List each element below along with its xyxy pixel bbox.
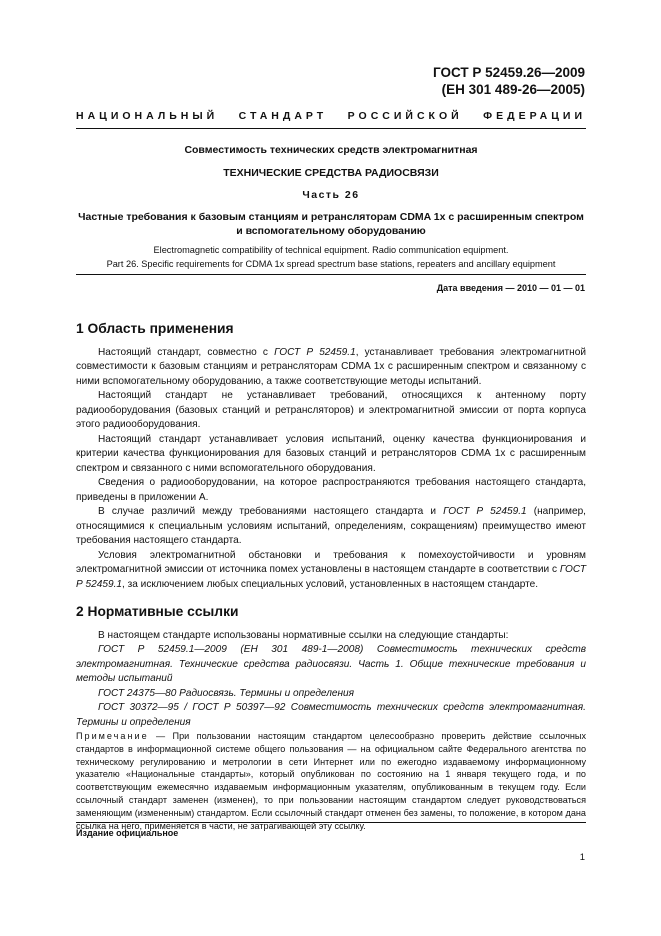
normative-reference: ГОСТ 30372—95 / ГОСТ Р 50397—92 Совместимость технических средств электромагнитная. Термины и определения (76, 702, 586, 728)
note-text: — При пользовании настоящим стандартом целесообразно проверить действие ссылочных стандартов в информационной системе общего пользования — на официальном сайте Федерального агентства по техническому регулированию и метрологии в сети Интернет или по ежегодно издаваемому информационному указателю «Национальные стандарты», который опубликован по состоянию на 1 января текущего года, и по соответствующим ежемесячно издаваемым информационным указателям, опубликованным в текущем году. Если ссылочный стандарт заменен (изменен), то при пользовании настоящим стандартом следует руководствоваться заменяющим (измененным) стандартом. Если ссылочный стандарт отменен без замены, то положение, в котором дана ссылка на него, применяется в части, не затрагивающей эту ссылку. (76, 731, 586, 831)
standard-reference: ГОСТ Р 52459.1 (274, 346, 356, 358)
text: , устанавливает требования электромагнитной совместимости к базовым станциям и ретрансляторам CDMA 1х с расширенным спектром и связанному с ними вспомогательному оборудованию, а также соответствующие методы испытаний. (76, 346, 586, 387)
section1-paragraph: Сведения о радиооборудовании, на которое распространяются требования настоящего стандарта, приведены в приложении А. (76, 477, 586, 503)
title-en-line1: Electromagnetic compatibility of technical equipment. Radio communication equipment. (153, 245, 509, 255)
normative-reference: ГОСТ 24375—80 Радиосвязь. Термины и определения (98, 687, 355, 699)
document-body (76, 322, 586, 832)
standard-reference: ГОСТ Р 52459.1 (443, 506, 527, 517)
standard-number: ГОСТ Р 52459.26—2009 (433, 65, 585, 80)
title-main: ТЕХНИЧЕСКИЕ СРЕДСТВА РАДИОСВЯЗИ (223, 167, 439, 179)
footer-rule (76, 822, 586, 823)
title-part: Часть 26 (302, 189, 360, 201)
section2-heading: 2 Нормативные ссылки (76, 604, 239, 619)
section2-paragraph: В настоящем стандарте использованы нормативные ссылки на следующие стандарты: (98, 629, 509, 641)
section1-paragraph: Настоящий стандарт не устанавливает требований, относящихся к антенному порту радиооборудования (базовых станций и ретрансляторов) и электромагнитной эмиссии от порта корпуса этого радиооборудования. (76, 390, 586, 430)
standard-number-en: (ЕН 301 489-26—2005) (441, 82, 585, 97)
note (76, 730, 586, 832)
title-rule (76, 274, 586, 275)
section1-paragraph (76, 505, 586, 549)
section1-heading: 1 Область применения (76, 321, 234, 336)
title-subtitle: Частные требования к базовым станциям и ретрансляторам CDMA 1х с расширенным спектром и вспомогательному оборудованию (78, 211, 584, 237)
title-line1: Совместимость технических средств электромагнитная (184, 144, 478, 156)
national-standard-banner: НАЦИОНАЛЬНЫЙ СТАНДАРТ РОССИЙСКОЙ ФЕДЕРАЦИИ (76, 110, 586, 122)
standard-designation (433, 64, 585, 98)
normative-reference: ГОСТ Р 52459.1—2009 (ЕН 301 489-1—2008) Совместимость технических средств электромагнитная. Технические средства радиосвязи. Часть 1. Общие технические требования и методы испытаний (76, 644, 586, 684)
title-block (76, 144, 586, 271)
title-en-line2: Part 26. Specific requirements for CDMA 1x spread spectrum base stations, repeaters and ancillary equipment (106, 259, 556, 269)
text: (например, относящимися к специальным условиям испытаний, определениям, сокращениям) преимущество имеют требования настоящего стандарта. (76, 506, 586, 546)
text: Настоящий стандарт, совместно с (98, 346, 275, 358)
standard-reference: ГОСТ Р 52459.1 (76, 564, 586, 590)
section1-paragraph (76, 549, 586, 593)
introduction-date: Дата введения — 2010 — 01 — 01 (436, 283, 585, 293)
text: Условия электромагнитной обстановки и требования к помехоустойчивости и уровням электромагнитной эмиссии от источника помех установлены в настоящем стандарте в соответствии с (76, 549, 586, 575)
text: , за исключением любых специальных условий, установленных в настоящем стандарте. (122, 578, 539, 590)
header-rule (76, 128, 586, 129)
edition-label: Издание официальное (76, 828, 179, 838)
section1-paragraph: Настоящий стандарт устанавливает условия испытаний, оценку качества функционирования и критерии качества функционирования для базовых станций и ретрансляторов CDMA 1х с расширенным спектром и связанного с ними вспомогательного оборудования. (76, 433, 586, 474)
page-number: 1 (579, 852, 585, 863)
section1-paragraph (76, 346, 586, 390)
text: В случае различий между требованиями настоящего стандарта и (98, 506, 444, 517)
note-label: Примечание (76, 731, 149, 741)
